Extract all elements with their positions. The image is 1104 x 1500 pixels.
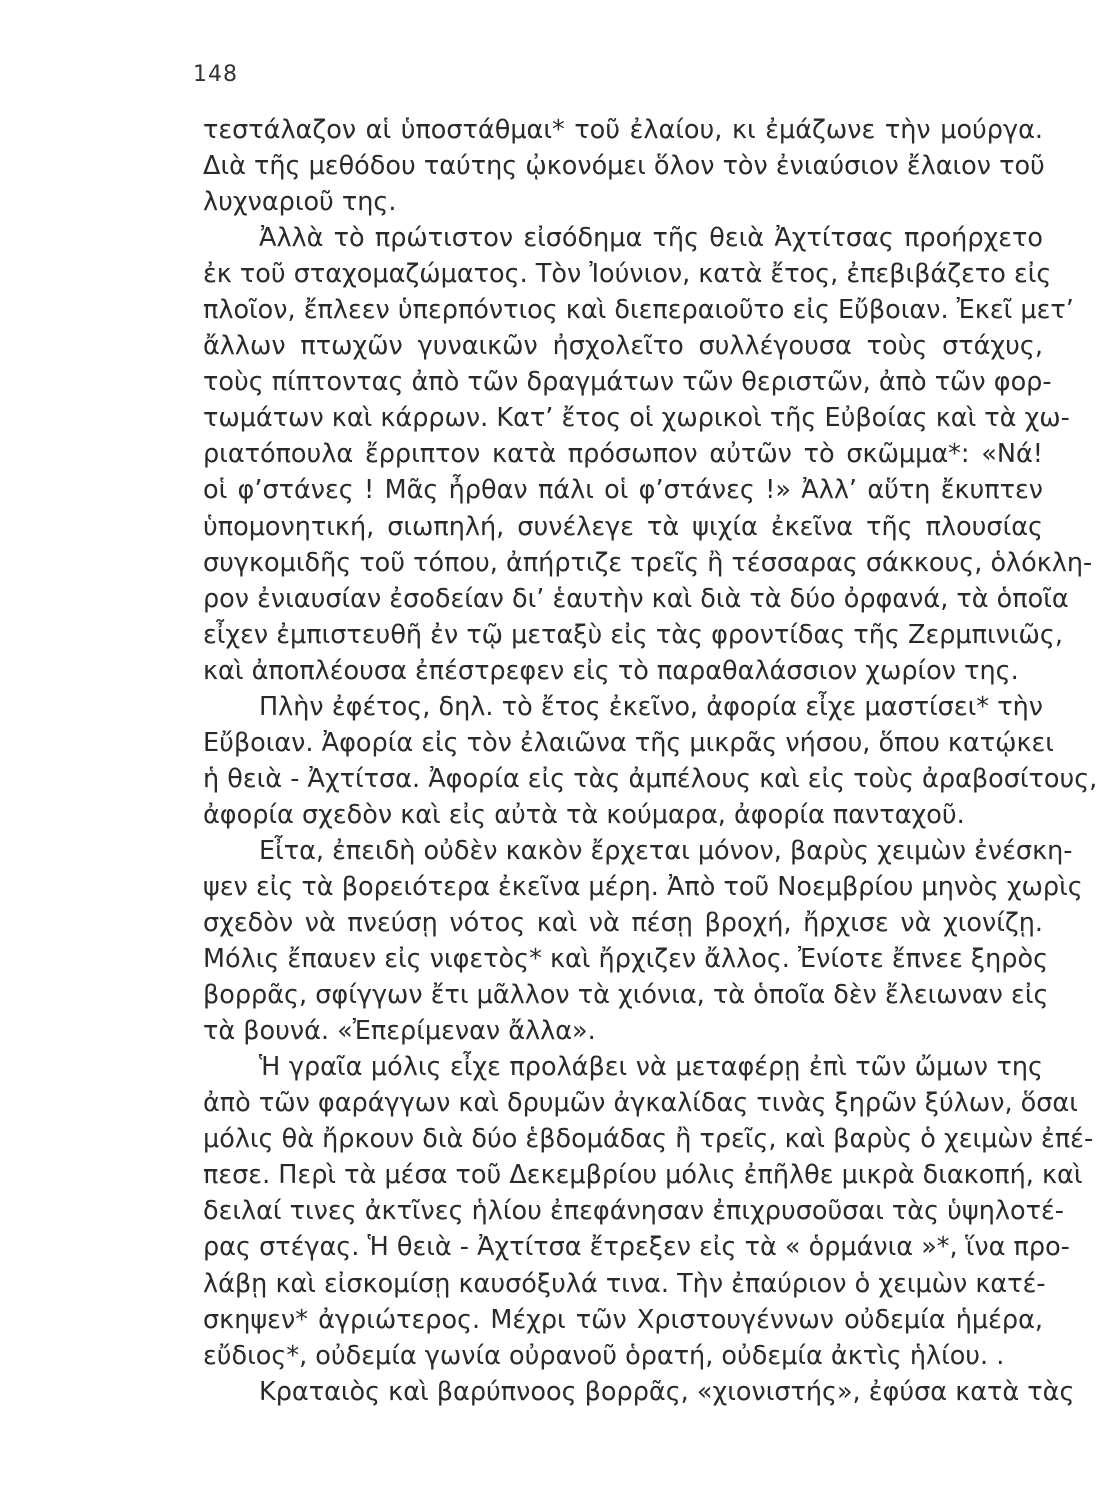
text-line: ψεν εἰς τὰ βορειότερα ἐκεῖνα μέρη. Ἀπὸ τοῦ Νοεμβρίου μηνὸς χωρὶς <box>203 871 1083 902</box>
text-line: μόλις θὰ ἤρκουν διὰ δύο ἑβδομάδας ἢ τρεῖς, καὶ βαρὺς ὁ χειμὼν ἐπέ- <box>203 1124 1094 1155</box>
text-line: τωμάτων καὶ κάρρων. Κατ’ ἔτος οἱ χωρικοὶ τῆς Εὐβοίας καὶ τὰ χω- <box>203 403 1070 434</box>
text-line: σκηψεν* ἀγριώτερος. Μέχρι τῶν Χριστουγέννων οὐδεμία ἡμέρα, <box>203 1304 1043 1335</box>
text-line: δειλαί τινες ἀκτῖνες ἡλίου ἐπεφάνησαν ἐπιχρυσοῦσαι τὰς ὑψηλοτέ- <box>203 1196 1064 1227</box>
text-line: πλοῖον, ἔπλεεν ὑπερπόντιος καὶ διεπεραιοῦτο εἰς Εὔβοιαν. Ἐκεῖ μετ’ <box>203 295 1074 326</box>
text-line: βορρᾶς, σφίγγων ἔτι μᾶλλον τὰ χιόνια, τὰ ὁποῖα δὲν ἔλειωναν εἰς <box>203 980 1049 1011</box>
text-line: λυχναριοῦ της. <box>203 187 397 218</box>
text-line: Μόλις ἔπαυεν εἰς νιφετὸς* καὶ ἤρχιζεν ἄλλος. Ἐνίοτε ἔπνεε ξηρὸς <box>203 944 1049 975</box>
text-line: ἀπὸ τῶν φαράγγων καὶ δρυμῶν ἀγκαλίδας τινὰς ξηρῶν ξύλων, ὅσαι <box>203 1088 1078 1119</box>
text-line: τοὺς πίπτοντας ἀπὸ τῶν δραγμάτων τῶν θεριστῶν, ἀπὸ τῶν φορ- <box>203 367 1052 398</box>
text-line: ἄλλων πτωχῶν γυναικῶν ἠσχολεῖτο συλλέγουσα τοὺς στάχυς, <box>203 331 1043 362</box>
text-line: τὰ βουνά. «Ἐπερίμεναν ἄλλα». <box>203 1016 596 1047</box>
text-line: Εἶτα, ἐπειδὴ οὐδὲν κακὸν ἔρχεται μόνον, βαρὺς χειμὼν ἐνέσκη- <box>259 835 1073 866</box>
text-line: Ἀλλὰ τὸ πρώτιστον εἰσόδημα τῆς θειὰ Ἀχτίτσας προήρχετο <box>259 223 1043 254</box>
text-line: Πλὴν ἐφέτος, δηλ. τὸ ἔτος ἐκεῖνο, ἀφορία εἶχε μαστίσει* τὴν <box>259 691 1043 722</box>
text-line: ἡ θειὰ - Ἀχτίτσα. Ἀφορία εἰς τὰς ἀμπέλους καὶ εἰς τοὺς ἀραβοσίτους, <box>203 763 1098 794</box>
text-line: Κραταιὸς καὶ βαρύπνοος βορρᾶς, «χιονιστής», ἐφύσα κατὰ τὰς <box>259 1376 1075 1407</box>
text-line: ἀφορία σχεδὸν καὶ εἰς αὐτὰ τὰ κούμαρα, ἀφορία πανταχοῦ. <box>203 799 965 830</box>
text-line: λάβῃ καὶ εἰσκομίσῃ καυσόξυλά τινα. Τὴν ἐπαύριον ὁ χειμὼν κατέ- <box>203 1268 1046 1299</box>
text-line: ρον ἐνιαυσίαν ἐσοδείαν δι’ ἑαυτὴν καὶ διὰ τὰ δύο ὀρφανά, τὰ ὁποῖα <box>203 583 1069 614</box>
text-line: καὶ ἀποπλέουσα ἐπέστρεφεν εἰς τὸ παραθαλάσσιον χωρίον της. <box>203 655 1019 686</box>
text-line: ριατόπουλα ἔρριπτον κατὰ πρόσωπον αὐτῶν τὸ σκῶμμα*: «Νά! <box>203 439 1043 470</box>
text-line: οἱ φ’στάνες ! Μᾶς ἦρθαν πάλι οἱ φ’στάνες !» Ἀλλ’ αὕτη ἔκυπτεν <box>203 475 1043 506</box>
text-line: εὔδιος*, οὐδεμία γωνία οὐρανοῦ ὁρατή, οὐδεμία ἀκτὶς ἡλίου. . <box>203 1340 1005 1371</box>
page-number: 148 <box>193 62 238 87</box>
text-line: σχεδὸν νὰ πνεύσῃ νότος καὶ νὰ πέσῃ βροχή, ἤρχισε νὰ χιονίζῃ. <box>203 908 1043 939</box>
text-line: Ἡ γραῖα μόλις εἶχε προλάβει νὰ μεταφέρῃ ἐπὶ τῶν ὤμων της <box>259 1052 1043 1083</box>
text-line: πεσε. Περὶ τὰ μέσα τοῦ Δεκεμβρίου μόλις ἐπῆλθε μικρὰ διακοπή, καὶ <box>203 1160 1083 1191</box>
text-line: ὑπομονητική, σιωπηλή, συνέλεγε τὰ ψιχία ἐκεῖνα τῆς πλουσίας <box>203 511 1043 542</box>
text-line: ρας στέγας. Ἡ θειὰ - Ἀχτίτσα ἔτρεξεν εἰς τὰ « ὁρμάνια »*, ἵνα προ- <box>203 1232 1070 1263</box>
text-line: Εὔβοιαν. Ἀφορία εἰς τὸν ἐλαιῶνα τῆς μικρᾶς νήσου, ὅπου κατῴκει <box>203 727 1054 758</box>
text-line: Διὰ τῆς μεθόδου ταύτης ᾠκονόμει ὅλον τὸν ἐνιαύσιον ἔλαιον τοῦ <box>203 151 1045 182</box>
text-line: εἶχεν ἐμπιστευθῆ ἐν τῷ μεταξὺ εἰς τὰς φροντίδας τῆς Ζερμπινιῶς, <box>203 619 1063 650</box>
body-text <box>203 112 1098 1410</box>
text-line: συγκομιδῆς τοῦ τόπου, ἀπήρτιζε τρεῖς ἢ τέσσαρας σάκκους, ὁλόκλη- <box>203 547 1093 578</box>
text-line: ἐκ τοῦ σταχομαζώματος. Τὸν Ἰούνιον, κατὰ ἔτος, ἐπεβιβάζετο εἰς <box>203 259 1052 290</box>
text-line: τεστάλαζον αἱ ὑποστάθμαι* τοῦ ἐλαίου, κι ἐμάζωνε τὴν μούργα. <box>203 115 1043 145</box>
